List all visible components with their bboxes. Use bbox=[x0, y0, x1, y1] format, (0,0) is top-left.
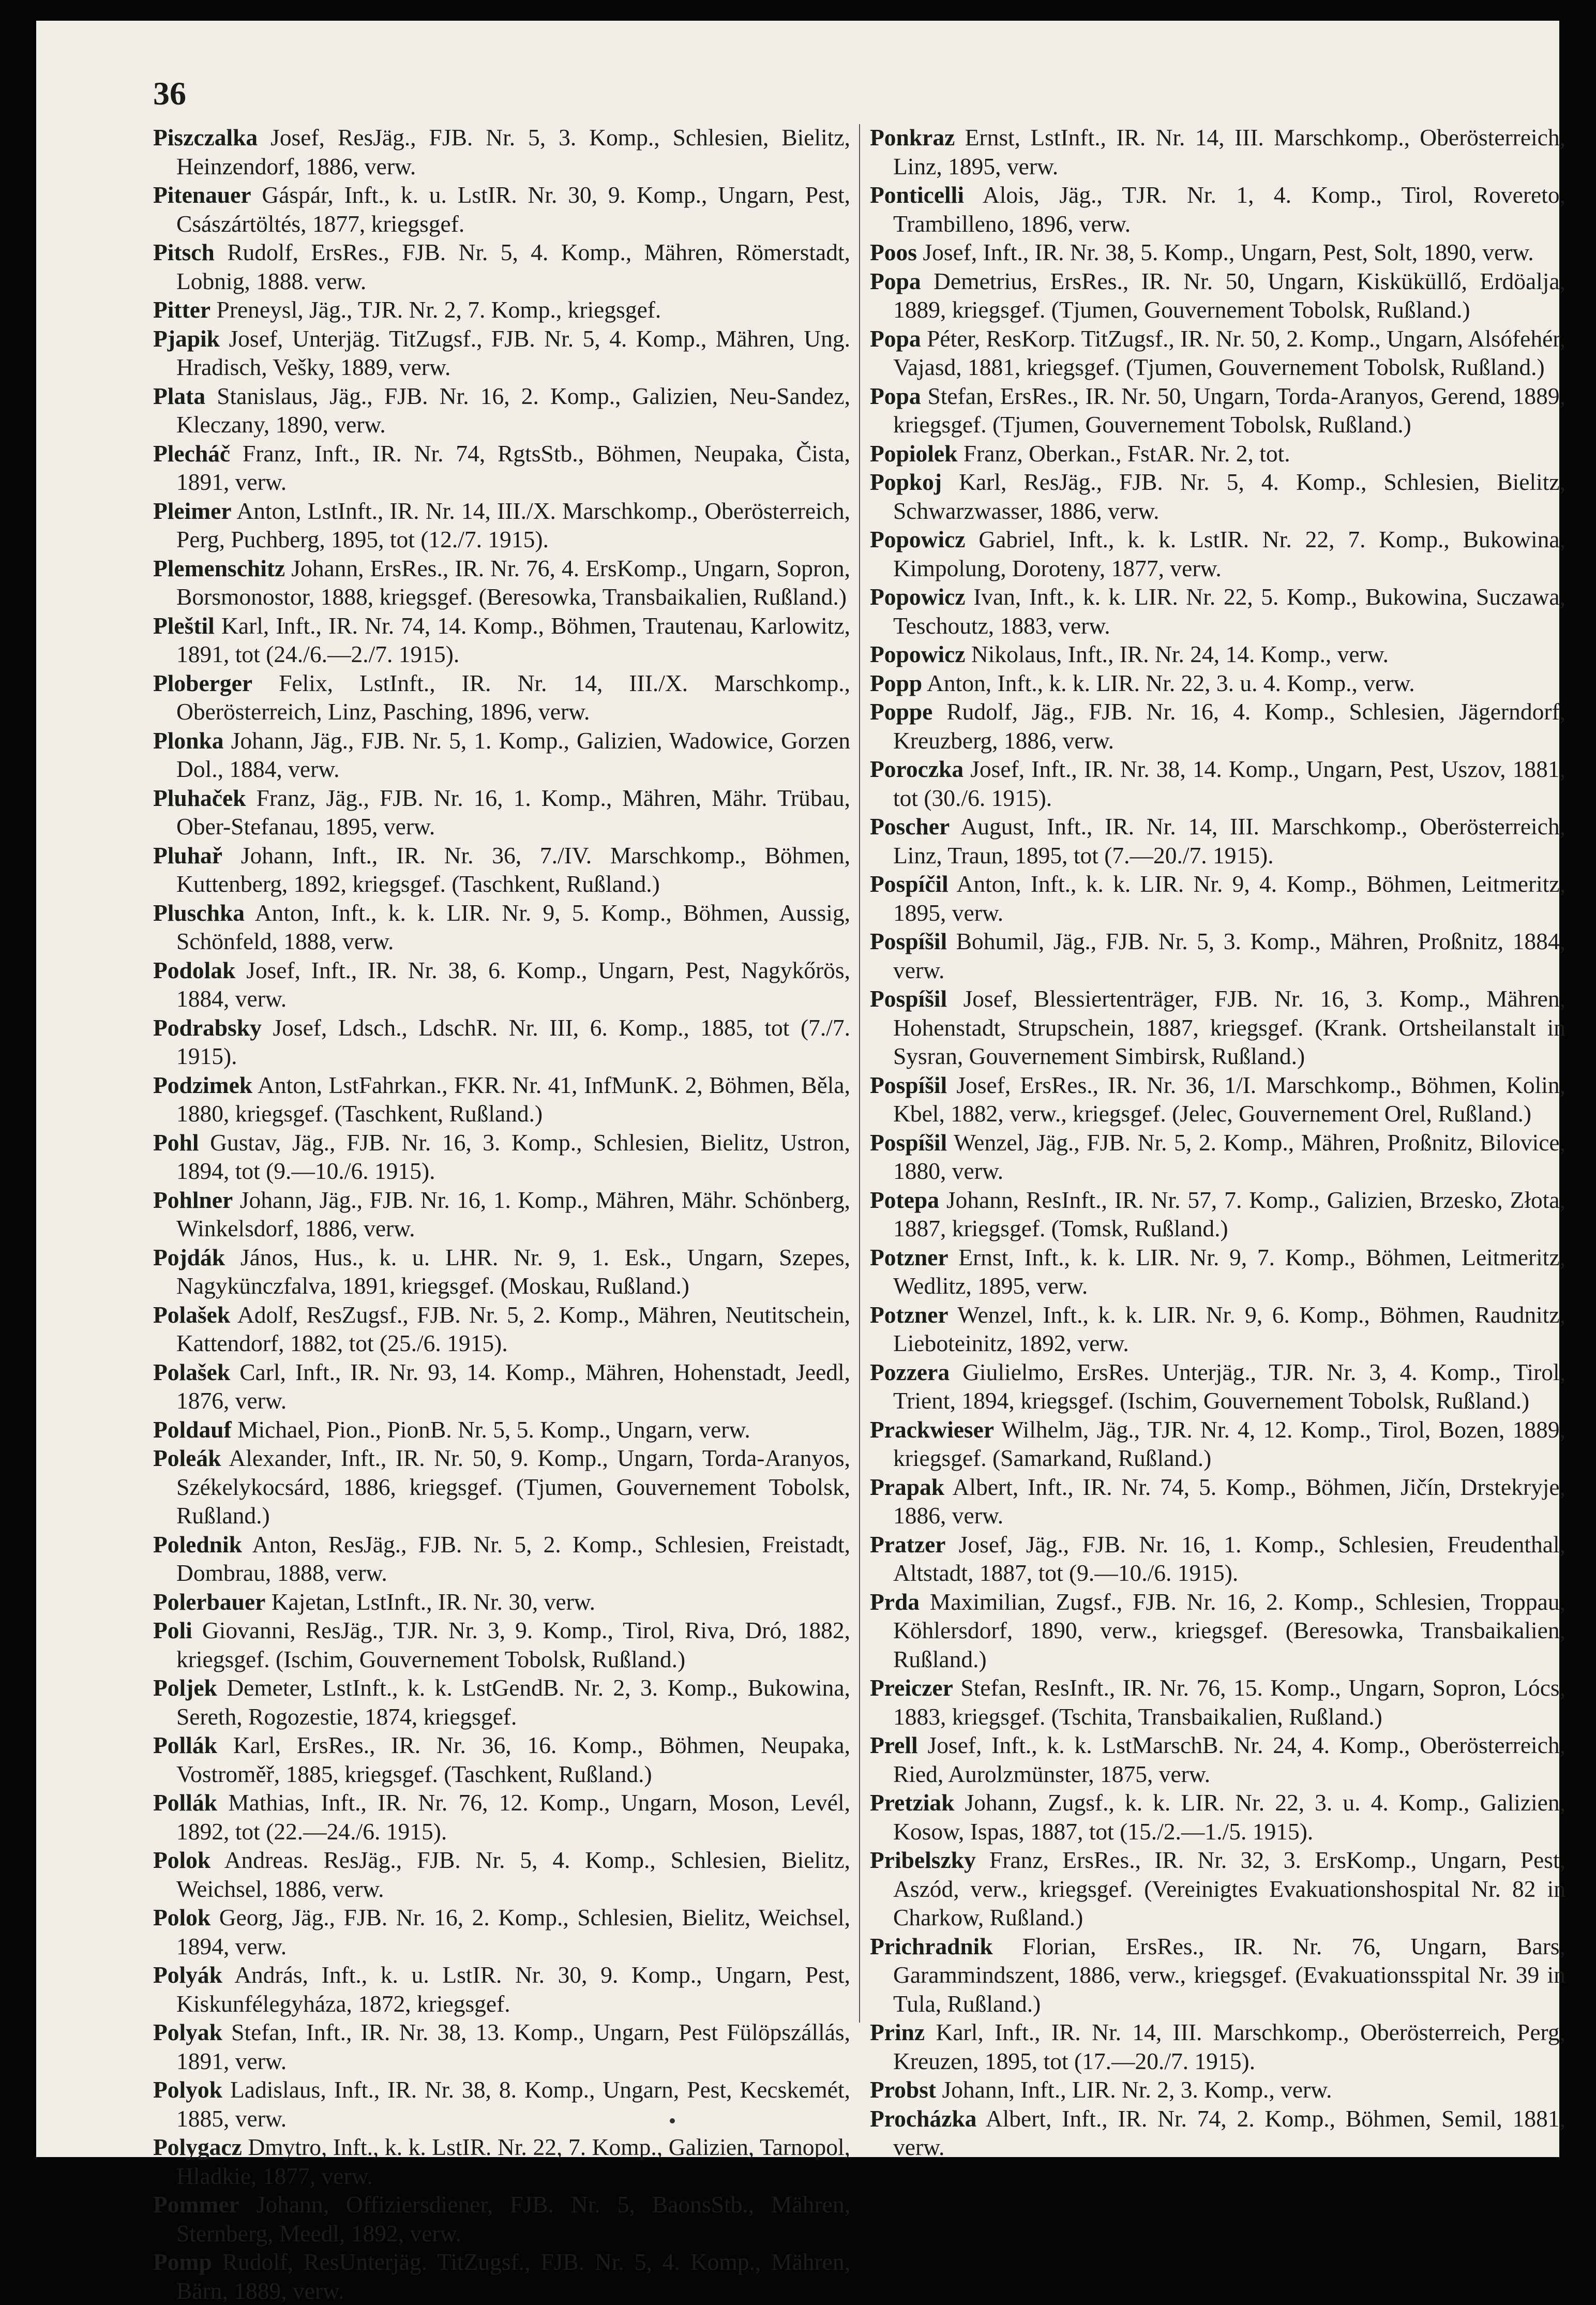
entry-surname: Poleák bbox=[153, 1445, 221, 1471]
entry-surname: Piszczalka bbox=[153, 124, 258, 151]
register-entry bbox=[870, 582, 1565, 640]
entry-details: Josef, Blessiertenträger, FJB. Nr. 16, 3. Komp., Mähren, Hohenstadt, Strupschein, 1887, kriegsgef. (Krank. Ortsheilanstalt in Sysran, Gouvernement Simbirsk, Rußland.) bbox=[893, 985, 1565, 1069]
entry-surname: Polygacz bbox=[153, 2134, 242, 2160]
entry-surname: Popa bbox=[870, 267, 921, 294]
register-entry bbox=[153, 1673, 850, 1731]
entry-surname: Popiolek bbox=[870, 440, 958, 467]
register-entry bbox=[153, 238, 850, 295]
entry-details: Josef, ErsRes., IR. Nr. 36, 1/I. Marschkomp., Böhmen, Kolin, Kbel, 1882, verw., kriegsgef. (Jelec, Gouvernement Orel, Rußland.) bbox=[893, 1071, 1565, 1127]
register-entry bbox=[153, 899, 850, 956]
entry-surname: Pomp bbox=[153, 2249, 212, 2275]
entry-details: Anton, ResJäg., FJB. Nr. 5, 2. Komp., Schlesien, Freistadt, Dombrau, 1888, verw. bbox=[176, 1531, 850, 1586]
register-entry bbox=[153, 1128, 850, 1186]
entry-details: August, Inft., IR. Nr. 14, III. Marschkomp., Oberösterreich, Linz, Traun, 1895, tot (7.—20./7. 1915). bbox=[893, 813, 1565, 869]
entry-details: Anton, Inft., k. k. LIR. Nr. 22, 3. u. 4. Komp., verw. bbox=[927, 669, 1415, 696]
register-entry bbox=[153, 1788, 850, 1846]
register-entry bbox=[153, 1616, 850, 1673]
register-entry bbox=[153, 324, 850, 382]
entry-details: Preneysl, Jäg., TJR. Nr. 2, 7. Komp., kriegsgef. bbox=[216, 296, 661, 323]
entry-details: Gustav, Jäg., FJB. Nr. 16, 3. Komp., Schlesien, Bielitz, Ustron, 1894, tot (9.—10./6. 1915). bbox=[176, 1129, 850, 1184]
entry-details: Stefan, ResInft., IR. Nr. 76, 15. Komp., Ungarn, Sopron, Lócs, 1883, kriegsgef. (Tschita, Transbaikalien, Rußland.) bbox=[893, 1674, 1566, 1730]
register-entry bbox=[870, 1071, 1565, 1128]
entry-surname: Podolak bbox=[153, 956, 236, 983]
entry-details: Kajetan, LstInft., IR. Nr. 30, verw. bbox=[271, 1588, 596, 1615]
entry-surname: Pommer bbox=[153, 2191, 239, 2218]
entry-surname: Polok bbox=[153, 1847, 211, 1873]
document-page bbox=[36, 21, 1566, 2304]
entry-surname: Popkoj bbox=[870, 469, 942, 495]
entry-surname: Plecháč bbox=[153, 440, 231, 467]
register-entry bbox=[153, 1588, 850, 1617]
register-entry bbox=[153, 1444, 850, 1530]
register-entry bbox=[153, 1960, 850, 2018]
right-column bbox=[870, 123, 1565, 2162]
entry-details: Péter, ResKorp. TitZugsf., IR. Nr. 50, 2. Komp., Ungarn, Alsófehér, Vajasd, 1881, kriegsgef. (Tjumen, Gouvernement Tobolsk, Rußland.) bbox=[893, 325, 1565, 380]
entry-surname: Plemenschitz bbox=[153, 555, 285, 581]
register-entry bbox=[153, 2018, 850, 2075]
entry-details: Gáspár, Inft., k. u. LstIR. Nr. 30, 9. Komp., Ungarn, Pest, Császártöltés, 1877, kriegsgef. bbox=[176, 182, 850, 237]
entry-details: Karl, ErsRes., IR. Nr. 36, 16. Komp., Böhmen, Neupaka, Vostroměř, 1885, kriegsgef. (Taschkent, Rußland.) bbox=[176, 1732, 850, 1787]
entry-surname: Ponticelli bbox=[870, 182, 964, 208]
entry-surname: Pleštil bbox=[153, 612, 215, 639]
entry-details: Josef, Inft., IR. Nr. 38, 14. Komp., Ungarn, Pest, Uszov, 1881, tot (30./6. 1915). bbox=[893, 756, 1565, 811]
entry-details: Josef, Jäg., FJB. Nr. 16, 1. Komp., Schlesien, Freudenthal, Altstadt, 1887, tot (9.—10./6. 1915). bbox=[893, 1531, 1565, 1586]
entry-surname: Polok bbox=[153, 1904, 211, 1930]
register-entry bbox=[153, 1071, 850, 1128]
entry-surname: Probst bbox=[870, 2076, 937, 2103]
register-entry bbox=[870, 640, 1565, 669]
register-entry bbox=[870, 1731, 1565, 1788]
entry-details: Florian, ErsRes., IR. Nr. 76, Ungarn, Bars, Garammindszent, 1886, verw., kriegsgef. (Evakuationsspital Nr. 39 in Tula, Rußland.) bbox=[893, 1933, 1565, 2017]
entry-details: Demeter, LstInft., k. k. LstGendB. Nr. 2, 3. Komp., Bukowina, Sereth, Rogozestie, 1874, kriegsgef. bbox=[176, 1674, 850, 1730]
register-entry bbox=[153, 1846, 850, 1903]
print-speck bbox=[670, 2118, 675, 2123]
register-entry bbox=[153, 1415, 850, 1444]
entry-details: Johann, Inft., IR. Nr. 36, 7./IV. Marschkomp., Böhmen, Kuttenberg, 1892, kriegsgef. (Taschkent, Rußland.) bbox=[176, 842, 850, 897]
entry-surname: Poos bbox=[870, 239, 917, 265]
register-entry bbox=[870, 2104, 1565, 2162]
entry-surname: Pozzera bbox=[870, 1358, 950, 1385]
entry-details: Georg, Jäg., FJB. Nr. 16, 2. Komp., Schlesien, Bielitz, Weichsel, 1894, verw. bbox=[176, 1904, 851, 1959]
entry-details: Maximilian, Zugsf., FJB. Nr. 16, 2. Komp., Schlesien, Troppau, Köhlersdorf, 1890, verw., kriegsgef. (Beresowka, Transbaikalien, Rußland.) bbox=[893, 1588, 1565, 1672]
entry-details: Andreas. ResJäg., FJB. Nr. 5, 4. Komp., Schlesien, Bielitz, Weichsel, 1886, verw. bbox=[176, 1847, 850, 1902]
register-entry bbox=[870, 2018, 1565, 2075]
entry-surname: Pospíšil bbox=[870, 1129, 947, 1156]
entry-surname: Plonka bbox=[153, 727, 224, 754]
entry-details: Josef, Inft., IR. Nr. 38, 6. Komp., Ungarn, Pest, Nagykőrös, 1884, verw. bbox=[176, 956, 851, 1012]
entry-surname: Pribelszky bbox=[870, 1847, 976, 1873]
entry-surname: Popa bbox=[870, 382, 921, 409]
entry-details: Demetrius, ErsRes., IR. Nr. 50, Ungarn, Kisküküllő, Erdöalja, 1889, kriegsgef. (Tjumen, Gouvernement Tobolsk, Rußland.) bbox=[893, 267, 1566, 323]
register-entry bbox=[870, 870, 1565, 927]
entry-details: Wenzel, Jäg., FJB. Nr. 5, 2. Komp., Mähren, Proßnitz, Bilovice, 1880, verw. bbox=[893, 1129, 1565, 1184]
entry-details: Anton, LstInft., IR. Nr. 14, III./X. Marschkomp., Oberösterreich, Perg, Puchberg, 1895, tot (12./7. 1915). bbox=[176, 497, 850, 552]
entry-surname: Plata bbox=[153, 382, 206, 409]
entry-details: Gabriel, Inft., k. k. LstIR. Nr. 22, 7. Komp., Bukowina, Kimpolung, Doroteny, 1877, verw. bbox=[893, 526, 1565, 581]
entry-details: Anton, Inft., k. k. LIR. Nr. 9, 5. Komp., Böhmen, Aussig, Schönfeld, 1888, verw. bbox=[176, 899, 851, 954]
entry-details: Johann, Jäg., FJB. Nr. 16, 1. Komp., Mähren, Mähr. Schönberg, Winkelsdorf, 1886, verw. bbox=[176, 1186, 851, 1241]
entry-surname: Popowicz bbox=[870, 641, 966, 667]
entry-details: Rudolf, ErsRes., FJB. Nr. 5, 4. Komp., Mähren, Römerstadt, Lobnig, 1888. verw. bbox=[176, 239, 850, 294]
entry-surname: Potzner bbox=[870, 1244, 948, 1270]
entry-details: Johann, ErsRes., IR. Nr. 76, 4. ErsKomp., Ungarn, Sopron, Borsmonostor, 1888, kriegsgef. (Beresowka, Transbaikalien, Rußland.) bbox=[176, 555, 850, 610]
register-entry bbox=[153, 1530, 850, 1588]
entry-surname: Poli bbox=[153, 1617, 192, 1643]
entry-details: Franz, Oberkan., FstAR. Nr. 2, tot. bbox=[963, 440, 1290, 467]
entry-details: Ernst, LstInft., IR. Nr. 14, III. Marschkomp., Oberösterreich, Linz, 1895, verw. bbox=[893, 124, 1565, 179]
register-entry bbox=[153, 497, 850, 554]
entry-surname: Poroczka bbox=[870, 756, 964, 782]
entry-details: Ladislaus, Inft., IR. Nr. 38, 8. Komp., Ungarn, Pest, Kecskemét, 1885, verw. bbox=[176, 2076, 850, 2132]
register-entry bbox=[870, 181, 1565, 238]
entry-details: Rudolf, ResUnterjäg. TitZugsf., FJB. Nr. 5, 4. Komp., Mähren, Bärn, 1889, verw. bbox=[176, 2249, 850, 2304]
entry-details: Albert, Inft., IR. Nr. 74, 5. Komp., Böhmen, Jičín, Drstekryje, 1886, verw. bbox=[893, 1473, 1565, 1529]
entry-details: Giulielmo, ErsRes. Unterjäg., TJR. Nr. 3, 4. Komp., Tirol, Trient, 1894, kriegsgef. (Ischim, Gouvernement Tobolsk, Rußland.) bbox=[893, 1358, 1565, 1414]
entry-surname: Prackwieser bbox=[870, 1416, 995, 1443]
register-entry bbox=[870, 525, 1565, 582]
entry-details: Albert, Inft., IR. Nr. 74, 2. Komp., Böhmen, Semil, 1881, verw. bbox=[893, 2105, 1565, 2160]
entry-surname: Prda bbox=[870, 1588, 920, 1615]
entry-surname: Pitsch bbox=[153, 239, 215, 265]
register-entry bbox=[153, 2248, 850, 2305]
entry-surname: Pospíšil bbox=[870, 1071, 947, 1098]
register-entry bbox=[870, 1243, 1565, 1300]
entry-details: Felix, LstInft., IR. Nr. 14, III./X. Marschkomp., Oberösterreich, Linz, Pasching, 1896, verw. bbox=[176, 669, 851, 725]
entry-details: Johann, Inft., LIR. Nr. 2, 3. Komp., verw. bbox=[942, 2076, 1332, 2103]
register-entry bbox=[153, 841, 850, 899]
register-entry bbox=[153, 2075, 850, 2133]
entry-details: Rudolf, Jäg., FJB. Nr. 16, 4. Komp., Schlesien, Jägerndorf, Kreuzberg, 1886, verw. bbox=[893, 698, 1565, 754]
entry-details: Stanislaus, Jäg., FJB. Nr. 16, 2. Komp., Galizien, Neu-Sandez, Kleczany, 1890, verw. bbox=[176, 382, 850, 438]
entry-surname: Pratzer bbox=[870, 1531, 946, 1558]
entry-surname: Polyak bbox=[153, 2019, 222, 2045]
register-entry bbox=[153, 1358, 850, 1415]
entry-details: Johann, Zugsf., k. k. LIR. Nr. 22, 3. u. 4. Komp., Galizien, Kosow, Ispas, 1887, tot (15./2.—1./5. 1915). bbox=[893, 1789, 1566, 1845]
entry-surname: Ponkraz bbox=[870, 124, 955, 151]
register-entry bbox=[870, 1128, 1565, 1186]
register-entry bbox=[870, 238, 1565, 267]
entry-surname: Polyok bbox=[153, 2076, 222, 2103]
register-entry bbox=[153, 2133, 850, 2190]
entry-surname: Pluschka bbox=[153, 899, 245, 926]
register-entry bbox=[870, 1588, 1565, 1674]
entry-details: Wenzel, Inft., k. k. LIR. Nr. 9, 6. Komp., Böhmen, Raudnitz, Lieboteinitz, 1892, verw. bbox=[893, 1301, 1565, 1356]
register-entry bbox=[870, 468, 1565, 525]
register-entry bbox=[153, 1186, 850, 1243]
entry-details: János, Hus., k. u. LHR. Nr. 9, 1. Esk., Ungarn, Szepes, Nagykünczfalva, 1891, kriegsgef. (Moskau, Rußland.) bbox=[176, 1244, 850, 1299]
register-entry bbox=[870, 1473, 1565, 1530]
register-entry bbox=[870, 755, 1565, 812]
register-entry bbox=[153, 1903, 850, 1960]
entry-surname: Polerbauer bbox=[153, 1588, 266, 1615]
register-entry bbox=[153, 382, 850, 439]
register-entry bbox=[870, 984, 1565, 1071]
entry-surname: Pollák bbox=[153, 1789, 217, 1816]
entry-surname: Pohlner bbox=[153, 1186, 233, 1213]
entry-details: Stefan, ErsRes., IR. Nr. 50, Ungarn, Torda-Aranyos, Gerend, 1889, kriegsgef. (Tjumen, Gouvernement Tobolsk, Rußland.) bbox=[893, 382, 1566, 438]
entry-surname: Pretziak bbox=[870, 1789, 955, 1816]
entry-details: Franz, Inft., IR. Nr. 74, RgtsStb., Böhmen, Neupaka, Čista, 1891, verw. bbox=[176, 440, 850, 495]
register-entry bbox=[153, 123, 850, 181]
entry-surname: Prapak bbox=[870, 1473, 945, 1500]
register-entry bbox=[153, 1013, 850, 1071]
entry-details: Mathias, Inft., IR. Nr. 76, 12. Komp., Ungarn, Moson, Levél, 1892, tot (22.—24./6. 1915). bbox=[176, 1789, 850, 1845]
entry-details: Alexander, Inft., IR. Nr. 50, 9. Komp., Ungarn, Torda-Aranyos, Székelykocsárd, 1886, kriegsgef. (Tjumen, Gouvernement Tobolsk, Rußland.) bbox=[176, 1445, 850, 1529]
entry-surname: Pluhař bbox=[153, 842, 222, 869]
entry-surname: Procházka bbox=[870, 2105, 977, 2132]
register-entry bbox=[153, 1300, 850, 1358]
register-entry bbox=[870, 812, 1565, 870]
register-entry bbox=[870, 1186, 1565, 1243]
register-entry bbox=[153, 784, 850, 841]
column-divider bbox=[859, 124, 860, 2023]
register-entry bbox=[870, 1300, 1565, 1358]
entry-surname: Pluhaček bbox=[153, 784, 246, 811]
entry-details: Michael, Pion., PionB. Nr. 5, 5. Komp., Ungarn, verw. bbox=[237, 1416, 750, 1443]
entry-details: Anton, Inft., k. k. LIR. Nr. 9, 4. Komp., Böhmen, Leitmeritz, 1895, verw. bbox=[893, 871, 1565, 926]
entry-details: Dmytro, Inft., k. k. LstIR. Nr. 22, 7. Komp., Galizien, Tarnopol, Hladkie, 1877, verw. bbox=[176, 2134, 851, 2189]
register-entry bbox=[870, 439, 1565, 468]
entry-details: Karl, Inft., IR. Nr. 14, III. Marschkomp., Oberösterreich, Perg, Kreuzen, 1895, tot (17.—20./7. 1915). bbox=[893, 2019, 1565, 2074]
entry-details: Johann, Offiziersdiener, FJB. Nr. 5, BaonsStb., Mähren, Sternberg, Meedl, 1892, verw. bbox=[176, 2191, 850, 2247]
entry-surname: Pitter bbox=[153, 296, 211, 323]
register-entry bbox=[870, 1932, 1565, 2018]
register-entry bbox=[870, 267, 1565, 324]
entry-details: Ernst, Inft., k. k. LIR. Nr. 9, 7. Komp., Böhmen, Leitmeritz, Wedlitz, 1895, verw. bbox=[893, 1244, 1566, 1299]
register-entry bbox=[153, 669, 850, 726]
entry-details: Josef, Ldsch., LdschR. Nr. III, 6. Komp., 1885, tot (7./7. 1915). bbox=[176, 1014, 851, 1069]
entry-surname: Podrabsky bbox=[153, 1014, 262, 1041]
entry-details: Johann, Jäg., FJB. Nr. 5, 1. Komp., Galizien, Wadowice, Gorzen Dol., 1884, verw. bbox=[176, 727, 851, 782]
register-entry bbox=[870, 382, 1565, 439]
entry-surname: Popowicz bbox=[870, 526, 966, 552]
register-entry bbox=[153, 2190, 850, 2248]
entry-details: Wilhelm, Jäg., TJR. Nr. 4, 12. Komp., Tirol, Bozen, 1889, kriegsgef. (Samarkand, Rußland.) bbox=[893, 1416, 1566, 1471]
register-entry bbox=[870, 123, 1565, 181]
register-entry bbox=[870, 927, 1565, 984]
entry-surname: Ploberger bbox=[153, 669, 253, 696]
entry-surname: Prell bbox=[870, 1732, 918, 1758]
entry-surname: Pospíšil bbox=[870, 928, 947, 954]
entry-details: Josef, ResJäg., FJB. Nr. 5, 3. Komp., Schlesien, Bielitz, Heinzendorf, 1886, verw. bbox=[176, 124, 850, 179]
register-entry bbox=[870, 1673, 1565, 1731]
entry-details: Carl, Inft., IR. Nr. 93, 14. Komp., Mähren, Hohenstadt, Jeedl, 1876, verw. bbox=[176, 1358, 851, 1414]
entry-details: András, Inft., k. u. LstIR. Nr. 30, 9. Komp., Ungarn, Pest, Kiskunfélegyháza, 1872, kriegsgef. bbox=[176, 1962, 850, 2017]
register-entry bbox=[153, 439, 850, 497]
entry-details: Johann, ResInft., IR. Nr. 57, 7. Komp., Galizien, Brzesko, Złota, 1887, kriegsgef. (Tomsk, Rußland.) bbox=[893, 1186, 1565, 1241]
entry-details: Alois, Jäg., TJR. Nr. 1, 4. Komp., Tirol, Rovereto, Trambilleno, 1896, verw. bbox=[893, 182, 1565, 237]
register-entry bbox=[153, 726, 850, 784]
page-number: 36 bbox=[153, 75, 186, 112]
entry-surname: Popowicz bbox=[870, 583, 966, 610]
entry-details: Josef, Unterjäg. TitZugsf., FJB. Nr. 5, 4. Komp., Mähren, Ung. Hradisch, Vešky, 1889, verw. bbox=[176, 325, 851, 380]
register-entry bbox=[870, 1415, 1565, 1473]
register-entry bbox=[870, 1530, 1565, 1588]
entry-details: Bohumil, Jäg., FJB. Nr. 5, 3. Komp., Mähren, Proßnitz, 1884, verw. bbox=[893, 928, 1566, 983]
entry-details: Nikolaus, Inft., IR. Nr. 24, 14. Komp., verw. bbox=[971, 641, 1389, 667]
entry-surname: Poppe bbox=[870, 698, 933, 725]
entry-surname: Pitenauer bbox=[153, 182, 251, 208]
entry-surname: Potzner bbox=[870, 1301, 948, 1328]
entry-surname: Polašek bbox=[153, 1301, 231, 1328]
entry-details: Adolf, ResZugsf., FJB. Nr. 5, 2. Komp., Mähren, Neutitschein, Kattendorf, 1882, tot (25./6. 1915). bbox=[176, 1301, 850, 1356]
entry-details: Franz, ErsRes., IR. Nr. 32, 3. ErsKomp., Ungarn, Pest, Aszód, verw., kriegsgef. (Vereinigtes Evakuationshospital Nr. 82 in Charkow, Rußland.) bbox=[893, 1847, 1565, 1930]
register-entry bbox=[153, 295, 850, 324]
entry-surname: Pjapik bbox=[153, 325, 220, 352]
entry-surname: Popa bbox=[870, 325, 921, 352]
entry-details: Franz, Jäg., FJB. Nr. 16, 1. Komp., Mähren, Mähr. Trübau, Ober-Stefanau, 1895, verw. bbox=[176, 784, 851, 840]
register-entry bbox=[870, 1846, 1565, 1932]
entry-surname: Prichradnik bbox=[870, 1933, 993, 1959]
entry-surname: Pollák bbox=[153, 1732, 217, 1758]
entry-details: Karl, Inft., IR. Nr. 74, 14. Komp., Böhmen, Trautenau, Karlowitz, 1891, tot (24./6.—2./7. 1915). bbox=[176, 612, 850, 667]
entry-surname: Pleimer bbox=[153, 497, 232, 524]
entry-details: Giovanni, ResJäg., TJR. Nr. 3, 9. Komp., Tirol, Riva, Dró, 1882, kriegsgef. (Ischim, Gouvernement Tobolsk, Rußland.) bbox=[176, 1617, 850, 1672]
entry-surname: Preiczer bbox=[870, 1674, 953, 1701]
entry-surname: Polašek bbox=[153, 1358, 231, 1385]
register-entry bbox=[153, 611, 850, 669]
entry-surname: Pospíšil bbox=[870, 985, 947, 1012]
register-entry bbox=[153, 1731, 850, 1788]
entry-surname: Poscher bbox=[870, 813, 950, 840]
entry-surname: Popp bbox=[870, 669, 923, 696]
entry-surname: Pojdák bbox=[153, 1244, 225, 1270]
register-entry bbox=[153, 554, 850, 611]
entry-details: Anton, LstFahrkan., FKR. Nr. 41, InfMunK. 2, Böhmen, Běla, 1880, kriegsgef. (Taschkent, Rußland.) bbox=[176, 1071, 850, 1127]
register-entry bbox=[870, 1788, 1565, 1846]
entry-details: Ivan, Inft., k. k. LIR. Nr. 22, 5. Komp., Bukowina, Suczawa, Teschoutz, 1883, verw. bbox=[893, 583, 1566, 639]
register-entry bbox=[870, 324, 1565, 382]
entry-details: Stefan, Inft., IR. Nr. 38, 13. Komp., Ungarn, Pest Fülöpszállás, 1891, verw. bbox=[176, 2019, 850, 2074]
entry-details: Josef, Inft., k. k. LstMarschB. Nr. 24, 4. Komp., Oberösterreich, Ried, Aurolzmünster, 1875, verw. bbox=[893, 1732, 1565, 1787]
entry-surname: Poldauf bbox=[153, 1416, 232, 1443]
entry-surname: Podzimek bbox=[153, 1071, 253, 1098]
entry-surname: Polednik bbox=[153, 1531, 242, 1558]
register-entry bbox=[870, 1358, 1565, 1415]
entry-details: Josef, Inft., IR. Nr. 38, 5. Komp., Ungarn, Pest, Solt, 1890, verw. bbox=[923, 239, 1534, 265]
register-entry bbox=[870, 697, 1565, 755]
entry-surname: Poljek bbox=[153, 1674, 217, 1701]
register-entry bbox=[153, 956, 850, 1013]
entry-surname: Polyák bbox=[153, 1962, 222, 1988]
register-entry bbox=[153, 181, 850, 238]
left-column bbox=[153, 123, 850, 2305]
register-entry bbox=[870, 2075, 1565, 2104]
register-entry bbox=[153, 1243, 850, 1300]
entry-details: Karl, ResJäg., FJB. Nr. 5, 4. Komp., Schlesien, Bielitz, Schwarzwasser, 1886, verw. bbox=[893, 469, 1565, 524]
entry-surname: Pohl bbox=[153, 1129, 199, 1156]
register-entry bbox=[870, 669, 1565, 698]
entry-surname: Pospíčil bbox=[870, 871, 948, 897]
entry-surname: Potepa bbox=[870, 1186, 939, 1213]
entry-surname: Prinz bbox=[870, 2019, 925, 2045]
